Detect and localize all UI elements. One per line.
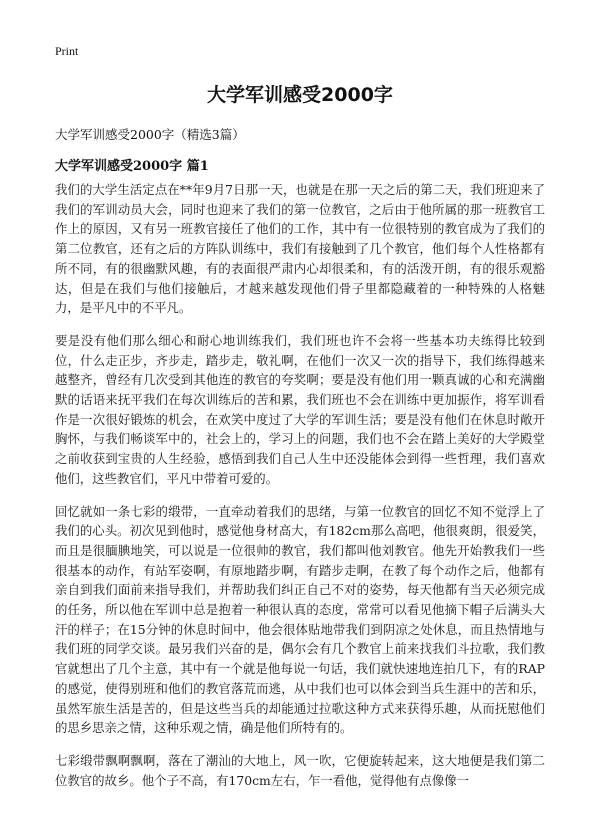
print-label: Print (55, 44, 79, 58)
paragraph-4: 七彩缎带飘啊飘啊，落在了潮汕的大地上，风一吹，它便旋转起来，这大地便是我们第二位教官的故乡。他个子不高，有170cm左右，乍一看他，觉得他有点像像一 (55, 752, 545, 788)
document-subtitle: 大学军训感受2000字（精选3篇） (55, 127, 245, 142)
paragraph-1: 我们的大学生活定点在**年9月7日那一天，也就是在那一天之后的第二天，我们班迎来了我们的军训动员大会，同时也迎来了我们的第一位教官，之后由于他所属的那一班教官工作上的原因，又有另一班教官接任了他们的工作，其中有一位很特别的教官成为了我们的第二位教官，还有之后的方阵队训练中，我们有接触到了几个教官，他们每个人性格都有所不同，有的很幽默风趣，有的表面很严肃内心却很柔和，有的活泼开朗，有的很乐观豁达，但是在我们与他们接触后，才越来越发现他们骨子里都隐藏着的一种特殊的人格魅力，是平凡中的不平凡。 (55, 182, 545, 316)
paragraph-2: 要是没有他们那么细心和耐心地训练我们，我们班也许不会将一些基本功夫练得比较到位，什么走正步，齐步走，踏步走，敬礼啊，在他们一次又一次的指导下，我们练得越来越整齐，曾经有几次受到其他连的教官的夸奖啊；要是没有他们用一颗真诚的心和充满幽默的话语来抚平我们在每次训练后的苦和累，我们班也不会在训练中更加振作，将军训看作是一次很好锻炼的机会，在欢笑中度过了大学的军训生活；要是没有他们在休息时敞开胸怀，与我们畅谈军中的，社会上的，学习上的问题，我们也不会在踏上美好的大学殿堂之前收获到宝贵的人生经验，感悟到我们自己人生中还没能体会到得一些哲理，我们喜欢他们，这些教官们，平凡中带着可爱的。 (55, 332, 545, 486)
body-text (55, 180, 545, 803)
paragraph-3: 回忆就如一条七彩的缎带，一直牵动着我们的思绪，与第一位教官的回忆不知不觉浮上了我们的心头。初次见到他时，感觉他身材高大，有182cm那么高吧，他很爽朗，很爱笑，而且是很腼腆地笑，可以说是一位很帅的教官，我们都叫他刘教官。他先开始教我们一些很基本的动作，有站军姿啊，有原地踏步啊，有踏步走啊，在教了每个动作之后，他都有亲自到我们面前来指导我们，并帮助我们纠正自己不对的姿势，每天他都有当天必须完成的任务，所以他在军训中总是抱着一种很认真的态度，常常可以看见他摘下帽子后满头大汗的样子；在15分钟的休息时间中，他会很体贴地带我们到阴凉之处休息，而且热情地与我们班的同学交谈。最另我们兴奋的是，偶尔会有几个教官上前来找我们斗拉歌，我们教官就想出了几个主意，其中有一个就是他每说一句话，我们就快速地连拍几下，有的RAP的感觉，使得别班和他们的教官落荒而逃，从中我们也可以体会到当兵生涯中的苦和乐，虽然军旅生活是苦的，但是这些当兵的却能通过拉歌这种方式来获得乐趣，从而抚慰他们的思乡思亲之情，这种乐观之情，确是他们所特有的。 (55, 503, 545, 736)
document-title: 大学军训感受2000字 (207, 84, 393, 106)
section-heading: 大学军训感受2000字 篇1 (55, 159, 209, 174)
